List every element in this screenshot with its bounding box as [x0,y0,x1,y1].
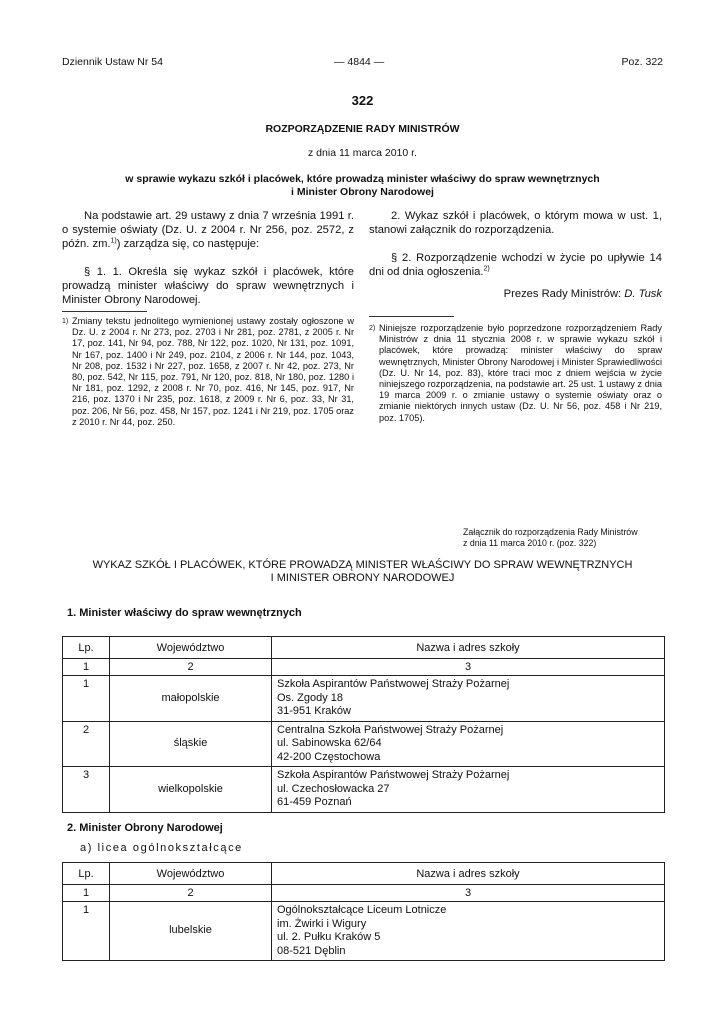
school-address: Centralna Szkoła Państwowej Straży Pożarnej ul. Sabinowska 62/64 42-200 Częstochowa [272,721,665,767]
signature: Prezes Rady Ministrów: D. Tusk [503,288,662,300]
footnote-mark: 1) [62,318,69,325]
footnote-ref-2[interactable]: 2) [483,265,490,273]
signatory-name: D. Tusk [624,288,662,300]
table-row [63,676,665,722]
subject-line: w sprawie wykazu szkół i placówek, które prowadzą minister właściwy do spraw wewnętrznych [125,173,600,185]
act-date: z dnia 11 marca 2010 r. [308,147,417,159]
paragraph-1-2: 2. Wykaz szkół i placówek, o którym mowa w ust. 1, stanowi załącznik do rozporządzenia. [369,210,662,236]
section-heading: 2. Minister Obrony Narodowej [67,822,223,834]
column-header: Nazwa i adres szkoły [272,863,665,885]
right-column [369,209,662,301]
subsection-heading: a) licea ogólnokształcące [80,842,243,854]
school-address: Szkoła Aspirantów Państwowej Straży Pożarnej ul. Czechosłowacka 27 61-459 Poznań [272,767,665,813]
footnote-divider [369,316,454,317]
table-row [63,767,665,813]
school-address: Szkoła Aspirantów Państwowej Straży Pożarnej Os. Zgody 18 31-951 Kraków [272,676,665,722]
table-row [63,721,665,767]
table-header-row [63,863,665,885]
footnote-1 [62,316,354,428]
voivodeship: małopolskie [110,676,272,722]
row-number: 3 [63,767,110,813]
page-header [62,56,663,72]
paragraph-2: § 2. Rozporządzenie wchodzi w życie po upływie 14 dni od dnia ogłoszenia.$^{2)}$ [369,252,662,278]
voivodeship: lubelskie [110,902,272,961]
section-heading: 1. Minister właściwy do spraw wewnętrznych [67,607,302,619]
list-title: WYKAZ SZKÓŁ I PLACÓWEK, KTÓRE PROWADZĄ MINISTER WŁAŚCIWY DO SPRAW WEWNĘTRZNYCH I MINISTER OBRONY NARODOWEJ [92,559,633,584]
footnote-text: Niniejsze rozporządzenie było poprzedzone rozporządzeniem Rady Ministrów z dnia 11 stycznia 2008 r. w sprawie wykazu szkół i placówek, które prowadzą: minister właściwy do spraw wewnętrznych, Minister Obrony Narodowej i Minister Sprawiedliwości (Dz. U. Nr 14, poz. 83), które traci moc z dniem wejścia w życie niniejszego rozporządzenia, na podstawie art. 25 ust. 1 ustawy z dnia 19 marca 2009 r. o zmianie ustawy o systemie oświaty oraz o zmianie niektórych innych ustaw (Dz. U. Nr 56, poz. 458 i Nr 219, poz. 1705). [379,323,662,423]
position-number: Poz. 322 [621,56,663,68]
column-number-row: 1 2 3 [63,659,665,676]
column-number-row: 1 2 3 [63,885,665,902]
row-number: 1 [63,676,110,722]
voivodeship: wielkopolskie [110,767,272,813]
footnote-2 [369,323,662,424]
act-number: 322 [351,93,374,108]
act-title: ROZPORZĄDZENIE RADY MINISTRÓW [265,123,460,135]
act-subject [80,173,645,199]
column-header: Województwo [110,637,272,659]
preamble: Na podstawie art. 29 ustawy z dnia 7 września 1991 r. o systemie oświaty (Dz. U. z 2004 r. Nr 256, poz. 2572, z późn. zm.$^{1)}$) zarządza się, co następuje: [62,210,354,250]
footnote-text: Zmiany tekstu jednolitego wymienionej ustawy zostały ogłoszone w Dz. U. z 2004 r. Nr 273, poz. 2703 i Nr 281, poz. 2781, z 2005 r. Nr 17, poz. 141, Nr 94, poz. 788, Nr 122, poz. 1020, Nr 131, poz. 1091, Nr 167, poz. 1400 i Nr 249, poz. 2104, z 2006 r. Nr 144, poz. 1043, Nr 208, poz. 1532 i Nr 227, poz. 1658, z 2007 r. Nr 42, poz. 273, Nr 80, poz. 542, Nr 115, poz. 791, Nr 120, poz. 818, Nr 180, poz. 1280 i Nr 181, poz. 1292, z 2008 r. Nr 70, poz. 416, Nr 145, poz. 917, Nr 216, poz. 1370 i Nr 235, poz. 1618, z 2009 r. Nr 6, poz. 33, Nr 31, poz. 206, Nr 56, poz. 458, Nr 157, poz. 1241 i Nr 219, poz. 1705 oraz z 2010 r. Nr 44, poz. 250. [72,316,354,427]
column-header: Województwo [110,863,272,885]
table-header-row [63,637,665,659]
row-number: 1 [63,902,110,961]
footnote-mark: 2) [369,325,376,332]
school-address: Ogólnokształcące Liceum Lotnicze im. Żwirki i Wigury ul. 2. Pułku Kraków 5 08-521 Dęblin [272,902,665,961]
footnote-ref-1[interactable]: 1) [110,237,117,245]
schools-table-interior [62,636,665,813]
schools-table-defence [62,862,665,961]
column-header: Lp. [63,863,110,885]
voivodeship: śląskie [110,721,272,767]
journal-name: Dziennik Ustaw Nr 54 [62,56,163,68]
subject-line: i Minister Obrony Narodowej [291,186,434,198]
column-header: Lp. [63,637,110,659]
row-number: 2 [63,721,110,767]
paragraph-1: § 1. 1. Określa się wykaz szkół i placówek, które prowadzą minister właściwy do spraw wewnętrznych i Minister Obrony Narodowej. [62,266,354,306]
page-number: — 4844 — [334,56,385,68]
annex-note: Załącznik do rozporządzenia Rady Ministrów z dnia 11 marca 2010 r. (poz. 322) [463,527,638,549]
table-row [63,902,665,961]
column-header: Nazwa i adres szkoły [272,637,665,659]
left-column [62,209,354,307]
footnote-divider [62,311,147,312]
